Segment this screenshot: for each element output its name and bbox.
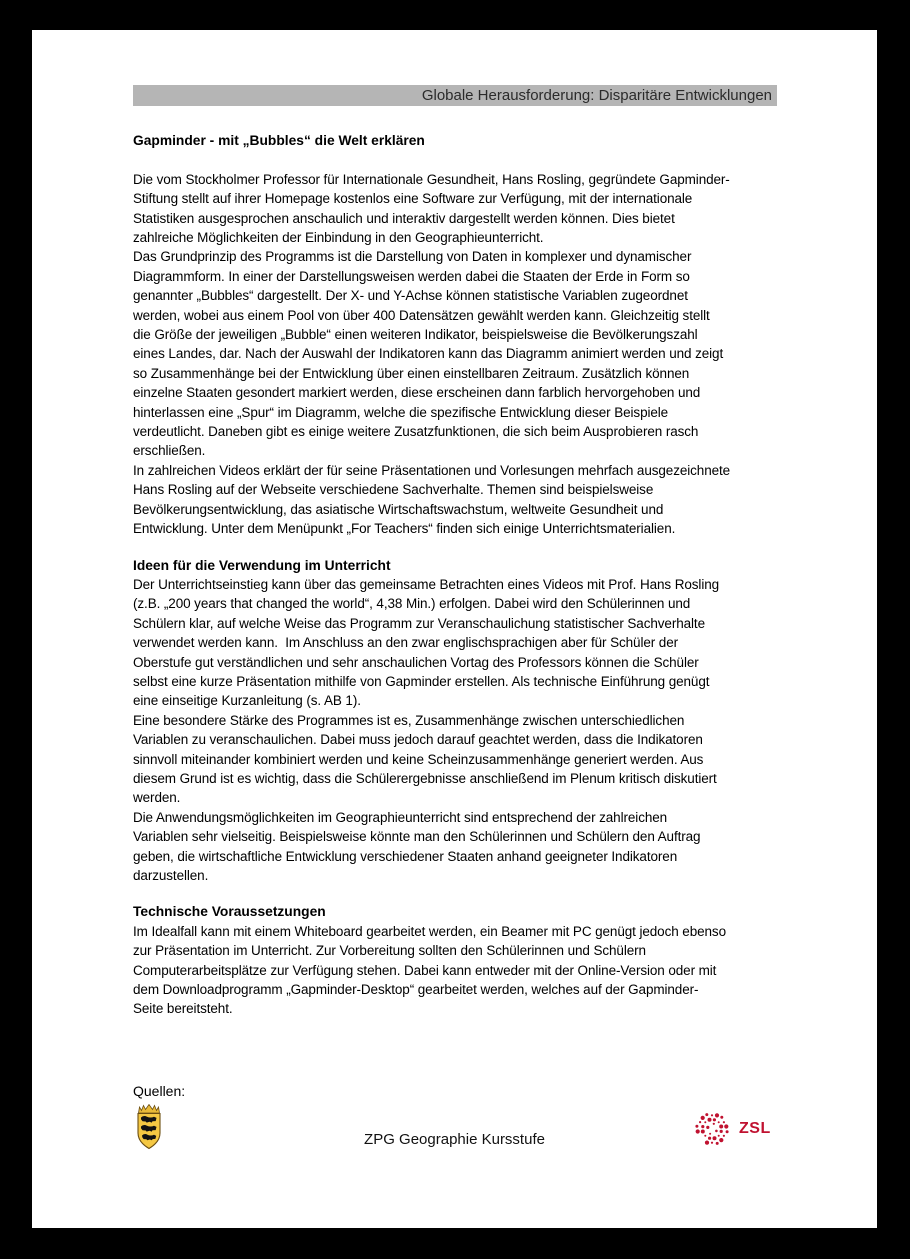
text-line: verdeutlicht. Daneben gibt es einige weitere Zusatzfunktionen, die sich beim Ausprobieren rasch [133, 424, 699, 440]
section-1 [133, 131, 781, 539]
text-line: Variablen zu veranschaulichen. Dabei muss jedoch darauf geachtet werden, dass die Indikatoren [133, 732, 703, 748]
text-line: eine einseitige Kurzanleitung (s. AB 1). [133, 693, 361, 709]
text-line: einzelne Staaten gesondert markiert werden, diese erscheinen dann farblich hervorgehoben und [133, 385, 701, 401]
text-line: werden. [133, 790, 181, 806]
text-line: Computerarbeitsplätze zur Verfügung stehen. Dabei kann entweder mit der Online-Version oder mit [133, 962, 717, 978]
text-line: genannter „Bubbles“ dargestellt. Der X- und Y-Achse können statistische Variablen zugeordnet [133, 288, 688, 304]
text-line: Der Unterrichtseinstieg kann über das gemeinsame Betrachten eines Videos mit Prof. Hans Rosling [133, 576, 720, 592]
text-line: Die vom Stockholmer Professor für Internationale Gesundheit, Hans Rosling, gegründete Gapminder- [133, 171, 730, 187]
section-heading: Ideen für die Verwendung im Unterricht [133, 557, 391, 573]
text-line: Hans Rosling auf der Webseite verschiedene Sachverhalte. Themen sind beispielsweise [133, 482, 654, 498]
text-line: Seite bereitsteht. [133, 1001, 233, 1017]
text-line: Stiftung stellt auf ihrer Homepage kostenlos eine Software zur Verfügung, mit der internationale [133, 191, 693, 207]
text-line: Entwicklung. Unter dem Menüpunkt „For Teachers“ finden sich einige Unterrichtsmaterialien. [133, 521, 676, 537]
zsl-logo [694, 1110, 771, 1148]
section-heading: Technische Voraussetzungen [133, 904, 326, 920]
text-line: zur Präsentation im Unterricht. Zur Vorbereitung sollten den Schülerinnen und Schülern [133, 943, 646, 959]
section-heading: Gapminder - mit „Bubbles“ die Welt erklären [133, 133, 425, 148]
text-line: (z.B. „200 years that changed the world“, 4,38 Min.) erfolgen. Dabei wird den Schülerinnen und [133, 596, 691, 612]
text-line: so Zusammenhänge bei der Entwicklung über einen einstellbaren Zeitraum. Zusätzlich können [133, 365, 690, 381]
text-line: dem Downloadprogramm „Gapminder-Desktop“ gearbeitet werden, welches auf der Gapminder- [133, 982, 699, 998]
text-line: Im Idealfall kann mit einem Whiteboard gearbeitet werden, ein Beamer mit PC genügt jedoch ebenso [133, 923, 726, 939]
text-line: In zahlreichen Videos erklärt der für seine Präsentationen und Vorlesungen mehrfach ausgezeichnete [133, 462, 731, 478]
text-line: Bevölkerungsentwicklung, das asiatische Wirtschaftswachstum, weltweite Gesundheit und [133, 501, 664, 517]
zsl-dot-swirl-icon [694, 1110, 730, 1148]
text-line: Diagrammform. In einer der Darstellungsweisen werden dabei die Staaten der Erde in Form so [133, 268, 690, 284]
text-line: Eine besondere Stärke des Programmes ist es, Zusammenhänge zwischen unterschiedlichen [133, 712, 685, 728]
text-line: sinnvoll miteinander kombiniert werden und keine Scheinzusammenhänge generiert werden. Aus [133, 751, 704, 767]
text-line [133, 1019, 781, 1038]
text-line: werden, wobei aus einem Pool von über 400 Datensätzen gewählt werden kann. Gleichzeitig stellt [133, 307, 710, 323]
footer-center-text: ZPG Geographie Kursstufe [364, 1131, 545, 1148]
text-line: Die Anwendungsmöglichkeiten im Geographieunterricht sind entsprechend der zahlreichen [133, 809, 668, 825]
sources-label: Quellen: [133, 1083, 186, 1099]
text-line: eines Landes, dar. Nach der Auswahl der Indikatoren kann das Diagramm animiert werden und zeigt [133, 346, 724, 362]
text-line: erschließen. [133, 443, 206, 459]
text-line: Schülern klar, auf welche Weise das Programm zur Veranschaulichung statistischer Sachverhalte [133, 615, 705, 631]
section-2 [133, 556, 781, 886]
page-header-bar [133, 85, 777, 106]
text-line: geben, die wirtschaftliche Entwicklung verschiedener Staaten anhand geeigneter Indikatoren [133, 848, 678, 864]
section-3 [133, 902, 781, 1038]
text-line: Variablen sehr vielseitig. Beispielsweise könnte man den Schülerinnen und Schülern den Auftrag [133, 829, 701, 845]
text-line: Oberstufe gut verständlichen und sehr anschaulichen Vortag des Professors können die Schüler [133, 654, 699, 670]
text-line: zahlreiche Möglichkeiten der Einbindung in den Geographieunterricht. [133, 230, 544, 246]
document-content [133, 131, 781, 1055]
text-line: hinterlassen eine „Spur“ im Diagramm, welche die spezifische Entwicklung dieser Beispiele [133, 404, 669, 420]
text-line: die Größe der jeweiligen „Bubble“ einen weiteren Indikator, beispielsweise die Bevölkerungszahl [133, 327, 698, 343]
text-line: darzustellen. [133, 868, 209, 884]
zsl-logo-label: ZSL [739, 1120, 771, 1137]
document-page [32, 30, 877, 1228]
text-line: verwendet werden kann. Im Anschluss an den zwar englischsprachigen aber für Schüler der [133, 635, 679, 651]
text-line: Das Grundprinzip des Programms ist die Darstellung von Daten in komplexer und dynamischer [133, 249, 692, 265]
text-line: Statistiken ausgesprochen anschaulich und interaktiv dargestellt werden können. Dies bietet [133, 210, 675, 226]
page-header-title: Globale Herausforderung: Disparitäre Entwicklungen [421, 87, 772, 104]
text-line: diesem Grund ist es wichtig, dass die Schülerergebnisse anschließend im Plenum kritisch diskutiert [133, 770, 717, 786]
text-line: selbst eine kurze Präsentation mithilfe von Gapminder erstellen. Als technische Einführung genügt [133, 673, 710, 689]
